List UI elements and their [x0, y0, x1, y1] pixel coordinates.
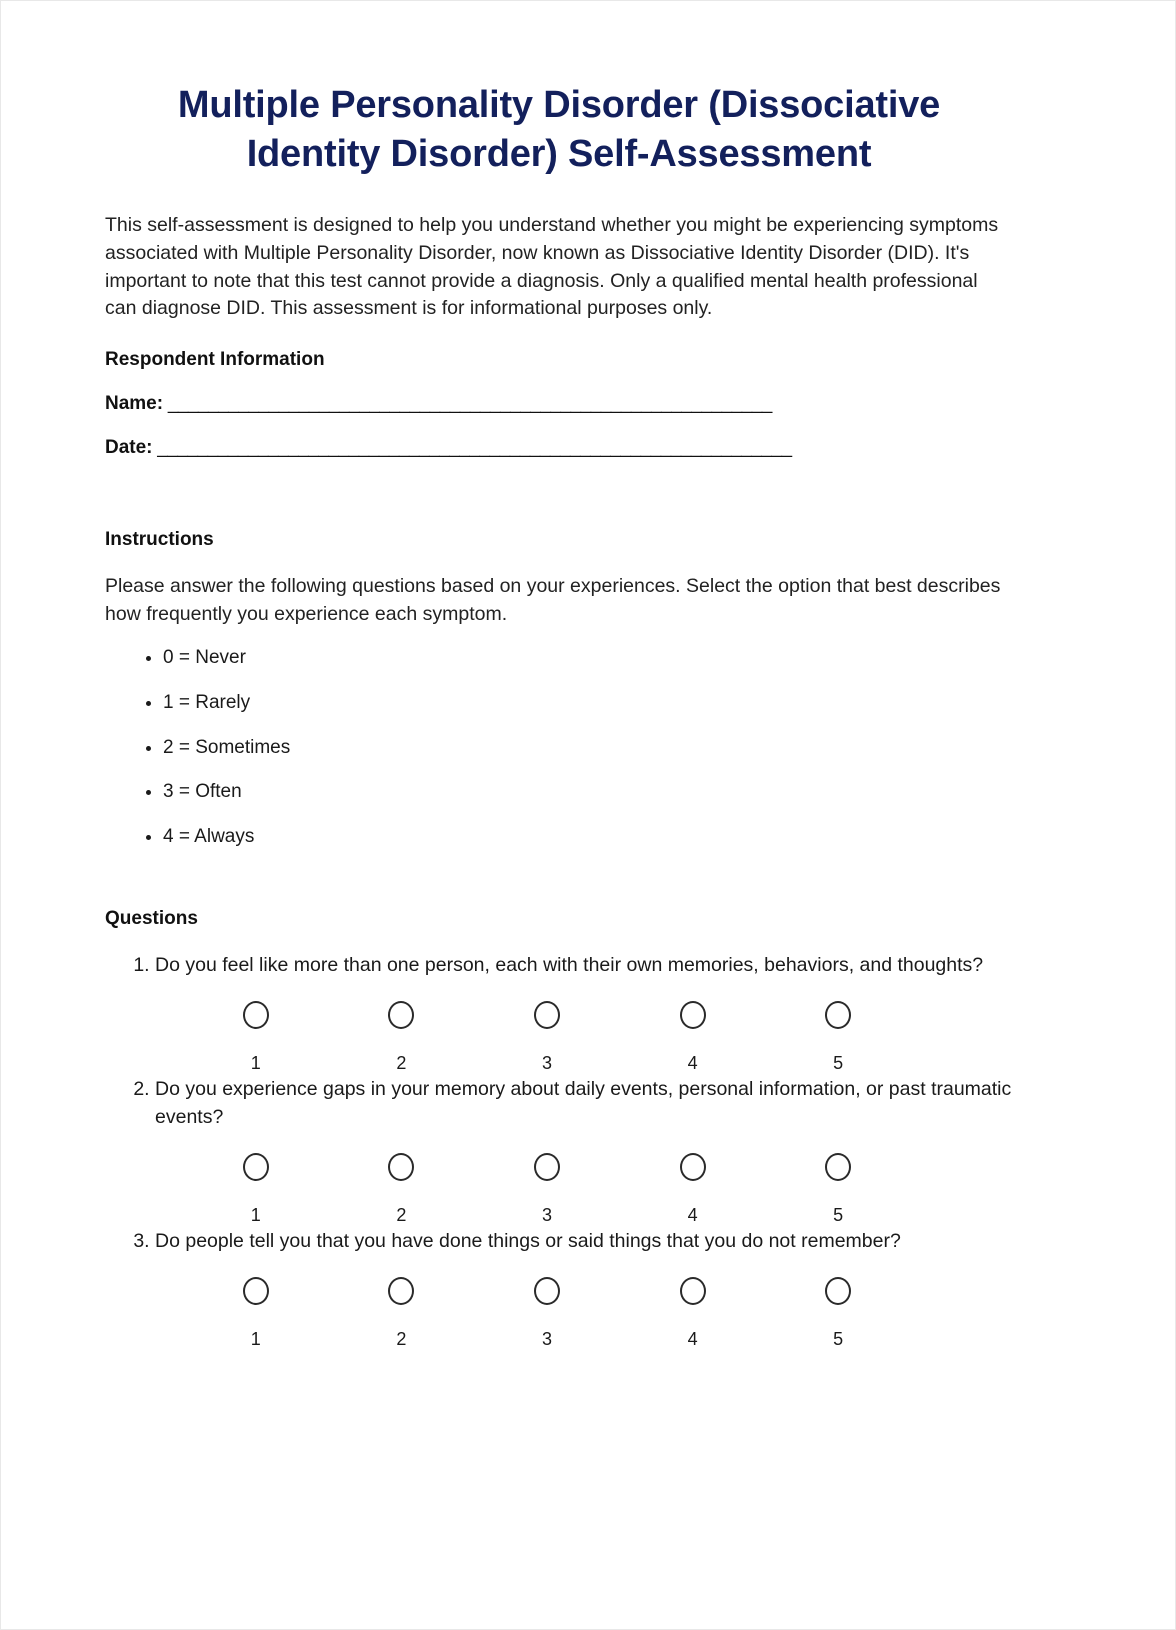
question-text: 3. Do people tell you that you have done things or said things that you do not remember? — [155, 1230, 901, 1253]
option-label: 5 — [833, 1329, 844, 1350]
radio-button-icon[interactable] — [388, 1153, 414, 1181]
radio-button-icon[interactable] — [534, 1277, 560, 1305]
name-field-row[interactable] — [105, 393, 1013, 415]
radio-button-icon[interactable] — [534, 1001, 560, 1029]
radio-button-icon[interactable] — [388, 1277, 414, 1305]
radio-button-icon[interactable] — [825, 1277, 851, 1305]
options-row-question-1 — [183, 1001, 911, 1076]
name-field-blank[interactable]: ____________________________________________________________ — [163, 393, 772, 414]
document-content — [105, 81, 1013, 1353]
option-4[interactable] — [620, 1001, 766, 1076]
spacer-before-instructions — [105, 481, 1013, 529]
option-label: 1 — [250, 1329, 261, 1350]
option-label: 5 — [833, 1053, 844, 1074]
radio-button-icon[interactable] — [825, 1153, 851, 1181]
list-item: • 0 = Never — [163, 646, 1013, 671]
option-3[interactable] — [474, 1277, 620, 1352]
radio-button-icon[interactable] — [680, 1153, 706, 1181]
option-2[interactable] — [329, 1001, 475, 1076]
instructions-heading: Instructions — [105, 529, 214, 550]
name-field-label: Name: — [105, 393, 164, 414]
option-label: 3 — [541, 1204, 552, 1225]
option-3[interactable] — [474, 1153, 620, 1228]
list-item: • 1 = Rarely — [163, 691, 1013, 716]
radio-button-icon[interactable] — [680, 1001, 706, 1029]
radio-button-icon[interactable] — [243, 1001, 269, 1029]
date-field-row[interactable] — [105, 437, 1013, 459]
option-label: 3 — [541, 1053, 552, 1074]
option-5[interactable] — [765, 1001, 911, 1076]
spacer-before-questions — [105, 870, 1013, 908]
radio-button-icon[interactable] — [825, 1001, 851, 1029]
radio-button-icon[interactable] — [388, 1001, 414, 1029]
option-1[interactable] — [183, 1277, 329, 1352]
radio-button-icon[interactable] — [243, 1277, 269, 1305]
list-item: • 3 = Often — [163, 780, 1013, 805]
option-label: 2 — [396, 1053, 407, 1074]
option-5[interactable] — [765, 1277, 911, 1352]
option-4[interactable] — [620, 1153, 766, 1228]
list-item: • 2 = Sometimes — [163, 736, 1013, 761]
option-label: 1 — [250, 1204, 261, 1225]
option-4[interactable] — [620, 1277, 766, 1352]
radio-button-icon[interactable] — [243, 1153, 269, 1181]
question-item-3 — [155, 1228, 1013, 1352]
question-text: 2. Do you experience gaps in your memory about daily events, personal information, or past traumatic events? — [155, 1078, 1012, 1128]
question-item-2 — [155, 1076, 1013, 1228]
list-item: • 4 = Always — [163, 825, 1013, 850]
page-title: Multiple Personality Disorder (Dissociative Identity Disorder) Self-Assessment — [177, 84, 941, 175]
option-1[interactable] — [183, 1153, 329, 1228]
question-text: 1. Do you feel like more than one person, each with their own memories, behaviors, and thoughts? — [155, 953, 984, 976]
instructions-text: Please answer the following questions based on your experiences. Select the option that best describes how frequently you experience each symptom. — [105, 575, 1001, 625]
option-label: 5 — [833, 1204, 844, 1225]
option-label: 4 — [687, 1204, 698, 1225]
question-item-1 — [155, 952, 1013, 1076]
respondent-information-heading: Respondent Information — [105, 349, 325, 370]
option-2[interactable] — [329, 1277, 475, 1352]
option-label: 2 — [396, 1329, 407, 1350]
date-field-blank[interactable]: _______________________________________________________________ — [152, 437, 792, 458]
option-3[interactable] — [474, 1001, 620, 1076]
options-row-question-3 — [183, 1277, 911, 1352]
rating-scale-list — [105, 646, 1013, 849]
questions-heading: Questions — [105, 907, 198, 929]
option-label: 2 — [396, 1204, 407, 1225]
option-1[interactable] — [183, 1001, 329, 1076]
option-5[interactable] — [765, 1153, 911, 1228]
option-label: 1 — [250, 1053, 261, 1074]
questions-list — [105, 952, 1013, 1353]
option-label: 4 — [687, 1053, 698, 1074]
radio-button-icon[interactable] — [534, 1153, 560, 1181]
intro-paragraph: This self-assessment is designed to help you understand whether you might be experiencing symptoms associated with Multiple Personality Disorder, now known as Dissociative Identity Disorder (DID). It's important to note that this test cannot provide a diagnosis. Only a qualified mental health professional can diagnose DID. This assessment is for informational purposes only. — [105, 214, 999, 320]
option-2[interactable] — [329, 1153, 475, 1228]
radio-button-icon[interactable] — [680, 1277, 706, 1305]
options-row-question-2 — [183, 1153, 911, 1228]
date-field-label: Date: — [105, 437, 153, 458]
option-label: 3 — [541, 1329, 552, 1350]
option-label: 4 — [687, 1329, 698, 1350]
